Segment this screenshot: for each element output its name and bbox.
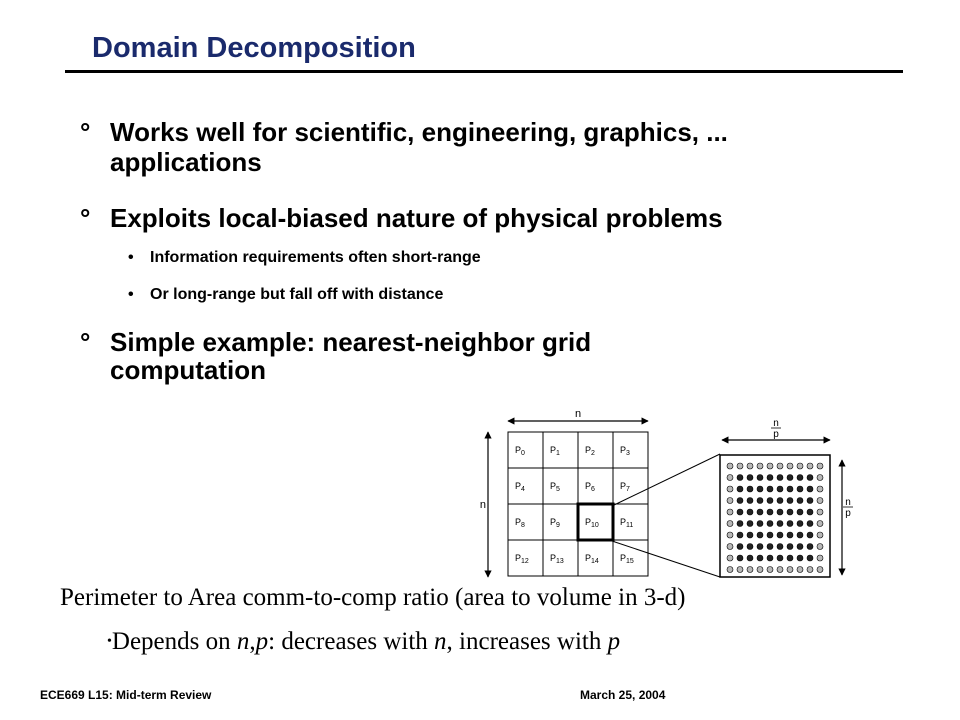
interior-point bbox=[767, 498, 773, 504]
var-p: p bbox=[255, 628, 269, 655]
processor-label: $P_0$ bbox=[515, 445, 525, 457]
block-height-label-den: p bbox=[845, 508, 851, 519]
boundary-point bbox=[767, 463, 773, 469]
boundary-point bbox=[817, 475, 823, 481]
processor-label: $P_1$ bbox=[550, 445, 560, 457]
interior-point bbox=[787, 532, 793, 538]
interior-point bbox=[767, 521, 773, 527]
interior-point bbox=[797, 498, 803, 504]
bullet-text-line: applications bbox=[110, 147, 262, 177]
perimeter-ratio-text: Perimeter to Area comm-to-comp ratio (area to volume in 3-d) bbox=[60, 584, 686, 611]
interior-point bbox=[807, 521, 813, 527]
interior-point bbox=[797, 509, 803, 515]
interior-point bbox=[747, 509, 753, 515]
boundary-point bbox=[797, 567, 803, 573]
interior-point bbox=[807, 509, 813, 515]
interior-point bbox=[737, 486, 743, 492]
slide-title: Domain Decomposition bbox=[92, 32, 416, 64]
interior-point bbox=[757, 509, 763, 515]
boundary-point bbox=[727, 463, 733, 469]
boundary-point bbox=[727, 509, 733, 515]
depends-mid2: , increases with bbox=[446, 628, 608, 655]
grid-height-label: n bbox=[479, 499, 486, 511]
grid-cell bbox=[508, 468, 543, 504]
sub-bullet-marker: • bbox=[128, 286, 134, 303]
interior-point bbox=[757, 521, 763, 527]
grid-cell bbox=[543, 468, 578, 504]
interior-point bbox=[737, 521, 743, 527]
boundary-point bbox=[767, 567, 773, 573]
interior-point bbox=[807, 544, 813, 550]
bullet-text-line: Simple example: nearest-neighbor grid bbox=[110, 327, 592, 357]
boundary-point bbox=[757, 463, 763, 469]
interior-point bbox=[777, 498, 783, 504]
processor-label: $P_{11}$ bbox=[620, 517, 634, 529]
interior-point bbox=[797, 475, 803, 481]
bullet-marker: ° bbox=[80, 203, 91, 233]
boundary-point bbox=[807, 463, 813, 469]
boundary-point bbox=[727, 486, 733, 492]
boundary-point bbox=[727, 544, 733, 550]
processor-grid bbox=[508, 432, 648, 576]
block-height-label-num: n bbox=[845, 497, 851, 508]
bullet-text-line: Works well for scientific, engineering, graphics, ... bbox=[110, 117, 728, 147]
processor-label: $P_{14}$ bbox=[585, 553, 599, 565]
sub-bullet-marker: • bbox=[128, 249, 134, 266]
grid-cell bbox=[508, 504, 543, 540]
interior-point bbox=[747, 498, 753, 504]
interior-point bbox=[737, 532, 743, 538]
bullet-marker: ° bbox=[80, 117, 91, 147]
depends-line bbox=[107, 628, 620, 656]
interior-point bbox=[807, 498, 813, 504]
interior-point bbox=[757, 475, 763, 481]
boundary-point bbox=[747, 567, 753, 573]
interior-point bbox=[757, 555, 763, 561]
boundary-point bbox=[787, 567, 793, 573]
interior-point bbox=[737, 555, 743, 561]
interior-point bbox=[787, 555, 793, 561]
processor-label: $P_{15}$ bbox=[620, 553, 634, 565]
depends-comma: , bbox=[249, 628, 256, 655]
processor-label: $P_8$ bbox=[515, 517, 525, 529]
boundary-point bbox=[727, 532, 733, 538]
var-n: n bbox=[434, 628, 447, 655]
sub-bullet-text: Information requirements often short-range bbox=[150, 249, 481, 266]
footer-date: March 25, 2004 bbox=[580, 688, 666, 702]
interior-point bbox=[777, 475, 783, 481]
zoomed-block bbox=[720, 455, 830, 577]
interior-point bbox=[767, 544, 773, 550]
interior-point bbox=[747, 486, 753, 492]
interior-point bbox=[787, 486, 793, 492]
boundary-point bbox=[787, 463, 793, 469]
footer-course: ECE669 L15: Mid-term Review bbox=[40, 688, 212, 702]
interior-point bbox=[787, 498, 793, 504]
processor-label: $P_{10}$ bbox=[585, 517, 599, 529]
boundary-point bbox=[727, 475, 733, 481]
interior-point bbox=[757, 544, 763, 550]
boundary-point bbox=[737, 567, 743, 573]
grid-cell bbox=[578, 432, 613, 468]
processor-label: $P_3$ bbox=[620, 445, 630, 457]
interior-point bbox=[747, 475, 753, 481]
interior-point bbox=[797, 521, 803, 527]
grid-cell bbox=[508, 432, 543, 468]
interior-point bbox=[777, 532, 783, 538]
interior-point bbox=[757, 498, 763, 504]
interior-point bbox=[777, 544, 783, 550]
grid-cell bbox=[543, 504, 578, 540]
grid-cell bbox=[613, 432, 648, 468]
boundary-point bbox=[737, 463, 743, 469]
boundary-point bbox=[797, 463, 803, 469]
grid-cell bbox=[543, 432, 578, 468]
processor-label: $P_7$ bbox=[620, 481, 630, 493]
boundary-point bbox=[727, 521, 733, 527]
interior-point bbox=[757, 532, 763, 538]
processor-label: $P_{12}$ bbox=[515, 553, 529, 565]
block-width-label-num: n bbox=[773, 418, 779, 429]
boundary-point bbox=[777, 567, 783, 573]
interior-point bbox=[767, 555, 773, 561]
interior-point bbox=[747, 555, 753, 561]
interior-point bbox=[747, 521, 753, 527]
interior-point bbox=[797, 486, 803, 492]
sub-bullet-text: Or long-range but fall off with distance bbox=[150, 286, 444, 303]
processor-label: $P_{13}$ bbox=[550, 553, 564, 565]
interior-point bbox=[757, 486, 763, 492]
interior-point bbox=[737, 509, 743, 515]
boundary-point bbox=[777, 463, 783, 469]
interior-point bbox=[787, 544, 793, 550]
bullet-marker: ° bbox=[80, 327, 91, 357]
interior-point bbox=[737, 544, 743, 550]
block-width-label-den: p bbox=[773, 429, 779, 440]
depends-mid: : decreases with bbox=[268, 628, 435, 655]
interior-point bbox=[807, 555, 813, 561]
grid-cell bbox=[578, 468, 613, 504]
boundary-point bbox=[727, 567, 733, 573]
interior-point bbox=[807, 486, 813, 492]
interior-point bbox=[747, 544, 753, 550]
bullet-text-line: Exploits local-biased nature of physical problems bbox=[110, 203, 723, 233]
interior-point bbox=[777, 555, 783, 561]
interior-point bbox=[777, 486, 783, 492]
interior-point bbox=[787, 521, 793, 527]
depends-prefix: Depends on bbox=[111, 628, 237, 655]
interior-point bbox=[777, 509, 783, 515]
grid-width-label: n bbox=[574, 408, 582, 420]
boundary-point bbox=[727, 498, 733, 504]
interior-point bbox=[807, 475, 813, 481]
processor-label: $P_6$ bbox=[585, 481, 595, 493]
interior-point bbox=[737, 498, 743, 504]
boundary-point bbox=[747, 463, 753, 469]
processor-label: $P_9$ bbox=[550, 517, 560, 529]
processor-label: $P_5$ bbox=[550, 481, 560, 493]
var-p: p bbox=[607, 628, 621, 655]
boundary-point bbox=[817, 486, 823, 492]
interior-point bbox=[787, 475, 793, 481]
interior-point bbox=[747, 532, 753, 538]
processor-label: $P_2$ bbox=[585, 445, 595, 457]
var-n: n bbox=[236, 628, 250, 655]
interior-point bbox=[797, 532, 803, 538]
boundary-point bbox=[817, 555, 823, 561]
boundary-point bbox=[817, 544, 823, 550]
interior-point bbox=[767, 509, 773, 515]
processor-label: $P_4$ bbox=[515, 481, 525, 493]
depends-marker: • bbox=[107, 634, 112, 649]
boundary-point bbox=[807, 567, 813, 573]
interior-point bbox=[767, 532, 773, 538]
boundary-point bbox=[817, 463, 823, 469]
boundary-point bbox=[757, 567, 763, 573]
boundary-point bbox=[817, 521, 823, 527]
interior-point bbox=[797, 555, 803, 561]
bullet-text-line: computation bbox=[110, 355, 266, 385]
interior-point bbox=[777, 521, 783, 527]
boundary-point bbox=[817, 509, 823, 515]
grid-cell bbox=[613, 468, 648, 504]
boundary-point bbox=[817, 567, 823, 573]
boundary-point bbox=[727, 555, 733, 561]
interior-point bbox=[797, 544, 803, 550]
boundary-point bbox=[817, 532, 823, 538]
interior-point bbox=[737, 475, 743, 481]
boundary-point bbox=[817, 498, 823, 504]
interior-point bbox=[767, 475, 773, 481]
interior-point bbox=[807, 532, 813, 538]
interior-point bbox=[787, 509, 793, 515]
interior-point bbox=[767, 486, 773, 492]
